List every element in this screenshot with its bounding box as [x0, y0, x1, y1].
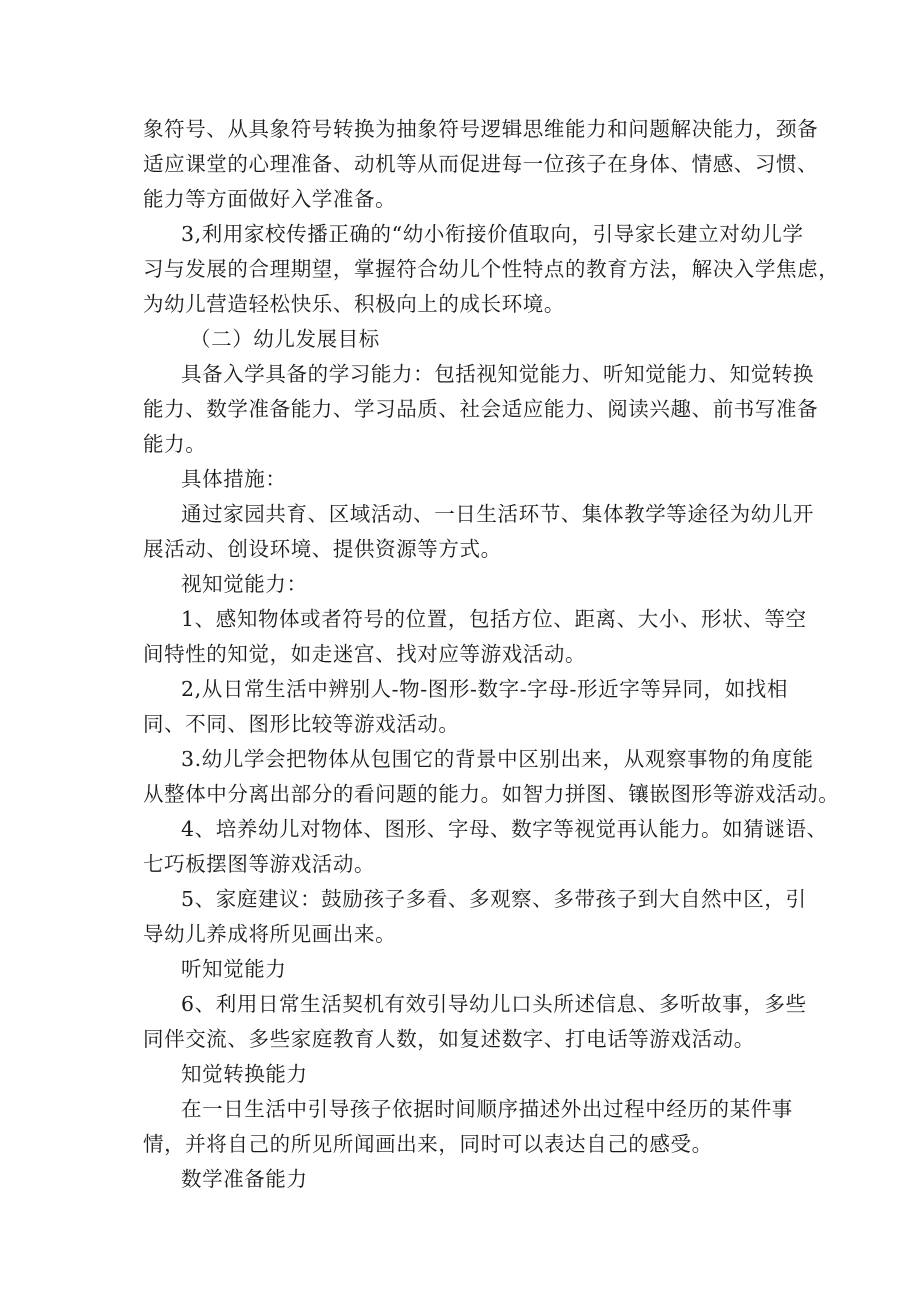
paragraph-10-line-2: 从整体中分离出部分的看问题的能力。如智力拼图、镶嵌图形等游戏活动。 [143, 782, 840, 806]
paragraph-1-line-3: 能力等方面做好入学准备。 [143, 187, 397, 211]
paragraph-16-line-1: 在一日生活中引导孩子依据时间顺序描述外出过程中经历的某件事 [181, 1097, 793, 1121]
subheading-auditory-perception: 听知觉能力 [181, 957, 287, 981]
paragraph-2-line-1: 3,利用家校传播正确的“幼小衔接价值取向，引导家长建立对幼儿学 [181, 222, 804, 246]
paragraph-4-line-1: 具备入学具备的学习能力：包括视知觉能力、听知觉能力、知觉转换 [181, 362, 814, 386]
paragraph-6-line-2: 展活动、创设环境、提供资源等方式。 [143, 537, 502, 561]
paragraph-16-line-2: 情，并将自己的所见所闻画出来，同时可以表达自己的感受。 [143, 1132, 713, 1156]
paragraph-12-line-1: 5、家庭建议：鼓励孩子多看、多观察、多带孩子到大自然中区，引 [181, 887, 807, 911]
subheading-specific-measures: 具体措施： [181, 467, 287, 491]
subheading-math-readiness: 数学准备能力 [181, 1167, 308, 1191]
paragraph-2-line-2: 习与发展的合理期望，掌握符合幼儿个性特点的教育方法，解决入学焦虑， [143, 257, 840, 281]
paragraph-2-line-3: 为幼儿营造轻松快乐、积极向上的成长环境。 [143, 292, 565, 316]
paragraph-6-line-1: 通过家园共育、区域活动、一日生活环节、集体教学等途径为幼儿开 [181, 502, 814, 526]
paragraph-11-line-1: 4、培养幼儿对物体、图形、字母、数字等视觉再认能力。如猜谜语、 [181, 817, 828, 841]
paragraph-8-line-2: 间特性的知觉，如走迷宫、找对应等游戏活动。 [143, 642, 587, 666]
paragraph-1-line-2: 适应课堂的心理准备、动机等从而促进每一位孩子在身体、情感、习惯、 [143, 152, 819, 176]
paragraph-9-line-2: 同、不同、图形比较等游戏活动。 [143, 712, 460, 736]
paragraph-8-line-1: 1、感知物体或者符号的位置，包括方位、距离、大小、形状、等空 [181, 607, 807, 631]
paragraph-4-line-2: 能力、数学准备能力、学习品质、社会适应能力、阅读兴趣、前书写准备 [143, 397, 819, 421]
paragraph-11-line-2: 七巧板摆图等游戏活动。 [143, 852, 376, 876]
paragraph-4-line-3: 能力。 [143, 432, 207, 456]
paragraph-14-line-1: 6、利用日常生活契机有效引导幼儿口头所述信息、多听故事，多些 [181, 992, 807, 1016]
paragraph-9-line-1: 2,从日常生活中辨别人-物-图形-数字-字母-形近字等异同，如找相 [181, 677, 788, 701]
paragraph-12-line-2: 导幼儿养成将所见画出来。 [143, 922, 397, 946]
section-heading: （二）幼儿发展目标 [190, 327, 380, 351]
paragraph-14-line-2: 同伴交流、多些家庭教育人数，如复述数字、打电话等游戏活动。 [143, 1027, 755, 1051]
paragraph-1-line-1: 象符号、从具象符号转换为抽象符号逻辑思维能力和问题解决能力，颈备 [143, 117, 819, 141]
paragraph-10-line-1: 3.幼儿学会把物体从包围它的背景中区别出来，从观察事物的角度能 [181, 747, 814, 771]
subheading-perceptual-conversion: 知觉转换能力 [181, 1062, 308, 1086]
subheading-visual-perception: 视知觉能力： [181, 572, 308, 596]
